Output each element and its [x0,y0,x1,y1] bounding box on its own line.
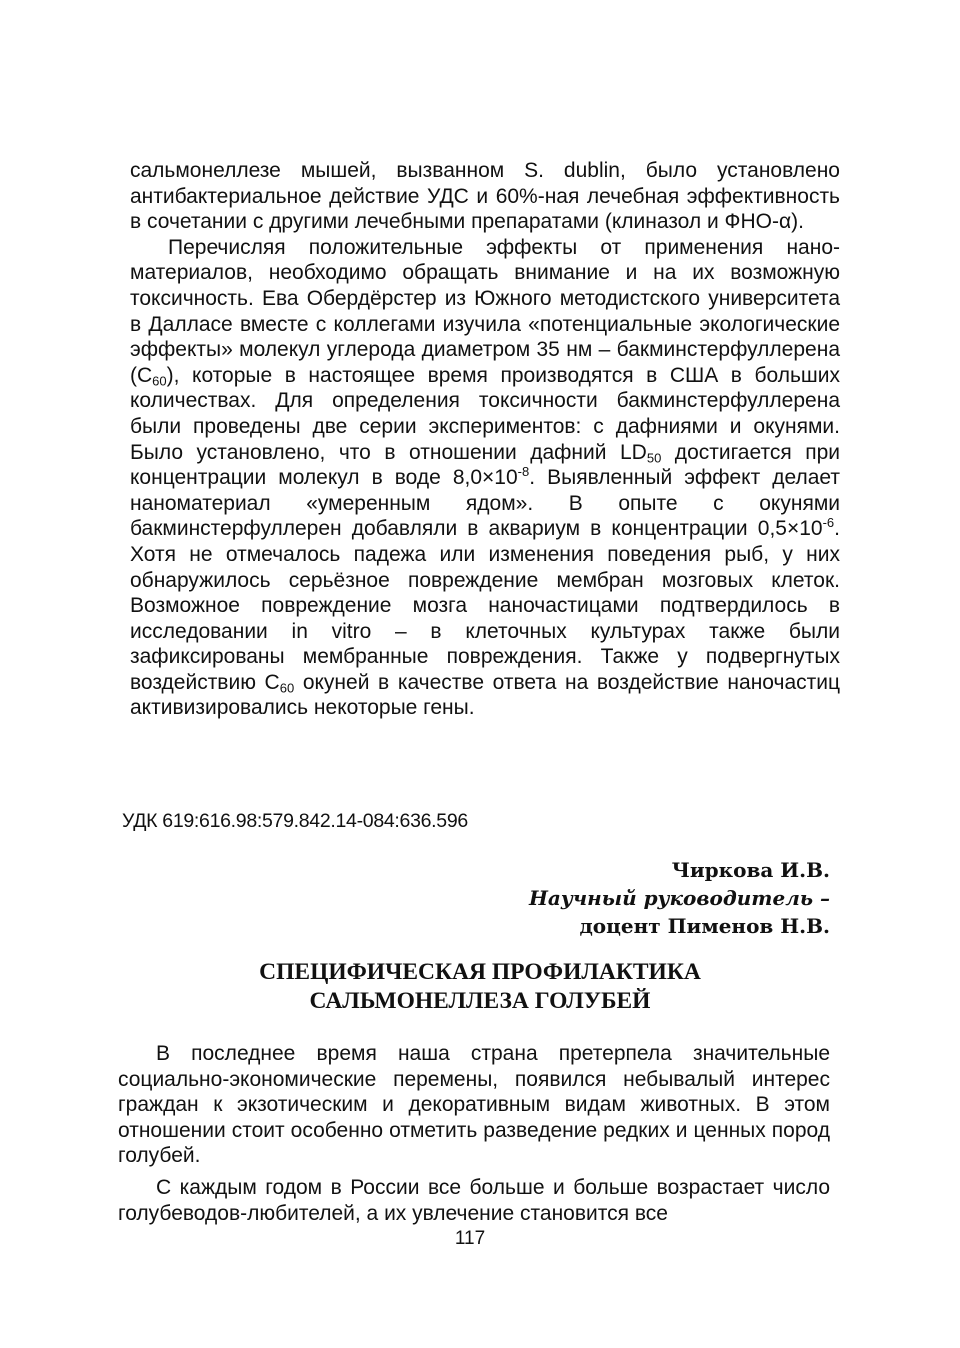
supervisor-name: доцент Пименов Н.В. [579,914,830,938]
page-number: 117 [454,1228,486,1249]
paragraph-intro: В последнее время наша страна претерпела значительные социально-экономические перемены, появился небывалый интерес граждан к экзотическим и декоративным видам животных. В этом отношении стоит особенно отметить разведение редких и ценных пород голубей. [118,1042,830,1168]
supervisor-label: Научный руководитель – [529,886,830,910]
article-title-line-1: СПЕЦИФИЧЕСКАЯ ПРОФИЛАКТИКА [259,959,701,985]
previous-article-text [130,158,840,721]
paragraph-salmonellosis-results: сальмонеллезе мышей, вызванном S. dublin, было установлено антибактериальное действие УДС и 60%-ная лечебная эффективность в сочетании с другими лечебными препаратами (клиназол и ФНО-α). [130,159,840,234]
paragraph-nanomaterial-toxicity: Перечисляя положительные эффекты от применения наноматериалов, необходимо обращать внимание и на их возможную токсичность. Ева Обердёрстер из Южного методистского университета в Далласе вместе с коллегами изучила «потенциальные экологические эффекты» молекул углерода диаметром 35 нм – бакминстерфуллерена $(C_{60})$, которые в настоящее время производятся в США в больших количествах. Для определения токсичности бакминстерфуллерена были проведены две серии экспериментов: с дафниями и окунями. Было установлено, что в отношении дафний $LD_{50}$ достигается при концентрации молекул в воде $8,0\times 10^{-8}$. Выявленный эффект делает наноматериал «умеренным ядом». В опыте с окунями бакминстерфуллерен добавляли в аквариум в концентрации $0,5\times 10^{-6}$. Хотя не отмечалось падежа или изменения поведения рыб, у них обнаружилось серьёзное повреждение мембран мозговых клеток. Возможное повреждение мозга наночастицами подтвердилось в исследовании in vitro – в клеточных культурах также были зафиксированы мембранные повреждения. Также у подвергнутых воздействию $C_{60}$ окуней в качестве ответа на воздействие наночастиц активизировались некоторые гены. [130,235,841,720]
article-title [120,958,840,1016]
article-title-line-2: САЛЬМОНЕЛЛЕЗА ГОЛУБЕЙ [309,988,651,1014]
paragraph-pigeon-breeders: С каждым годом в России все больше и больше возрастает число голубеводов-любителей, а их увлечение становится все [118,1175,830,1225]
article-body [118,1041,830,1226]
author-block [529,856,830,940]
author-name: Чиркова И.В. [671,858,830,882]
udc-code: УДК 619:616.98:579.842.14-084:636.596 [122,810,468,832]
